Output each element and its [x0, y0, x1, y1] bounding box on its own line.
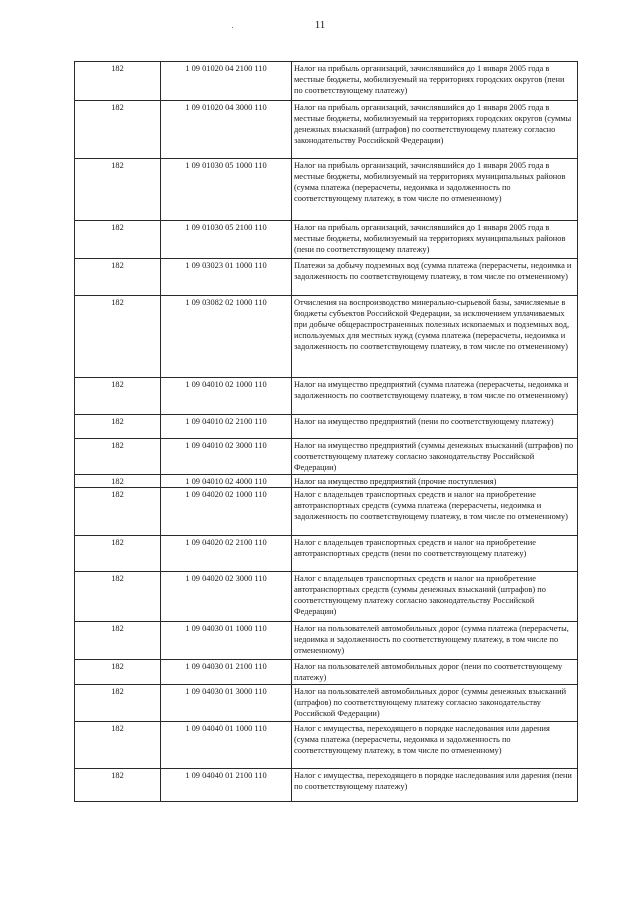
description-cell: Налог на пользователей автомобильных дорог (сумма платежа (перерасчеты, недоимка и задолженность по соответствующему платежу, в том числе по отмененному) [292, 622, 578, 660]
table-row [75, 572, 578, 622]
revenue-code-cell: 1 09 04010 02 2100 110 [161, 415, 292, 439]
table-row [75, 660, 578, 685]
table-row [75, 101, 578, 159]
revenue-code-cell: 1 09 03023 01 1000 110 [161, 259, 292, 296]
table-row [75, 378, 578, 415]
revenue-code-cell: 1 09 04040 01 2100 110 [161, 769, 292, 802]
description-cell: Налог на прибыль организаций, зачислявшийся до 1 января 2005 года в местные бюджеты, мобилизуемый на территориях городских округов (суммы денежных взысканий (штрафов) по соответствующему платежу согласно законодательству Российской Федерации) [292, 101, 578, 159]
description-cell: Налог на пользователей автомобильных дорог (суммы денежных взысканий (штрафов) по соответствующему платежу согласно законодательству Российской Федерации) [292, 685, 578, 722]
revenue-code-cell: 1 09 03082 02 1000 110 [161, 296, 292, 378]
revenue-code-cell: 1 09 04040 01 1000 110 [161, 722, 292, 769]
description-cell: Платежи за добычу подземных вод (сумма платежа (перерасчеты, недоимка и задолженность по соответствующему платежу, в том числе по отмененному) [292, 259, 578, 296]
admin-code-cell: 182 [75, 572, 161, 622]
description-cell: Налог на имущество предприятий (сумма платежа (перерасчеты, недоимка и задолженность по соответствующему платежу, в том числе по отмененному) [292, 378, 578, 415]
admin-code-cell: 182 [75, 101, 161, 159]
description-cell: Налог на пользователей автомобильных дорог (пени по соответствующему платежу) [292, 660, 578, 685]
revenue-code-cell: 1 09 04030 01 2100 110 [161, 660, 292, 685]
admin-code-cell: 182 [75, 685, 161, 722]
revenue-code-cell: 1 09 04010 02 1000 110 [161, 378, 292, 415]
admin-code-cell: 182 [75, 415, 161, 439]
admin-code-cell: 182 [75, 536, 161, 572]
revenue-code-cell: 1 09 04030 01 3000 110 [161, 685, 292, 722]
admin-code-cell: 182 [75, 439, 161, 475]
revenue-code-cell: 1 09 01030 05 2100 110 [161, 221, 292, 259]
description-cell: Налог с владельцев транспортных средств и налог на приобретение автотранспортных средств (сумма платежа (перерасчеты, недоимка и задолженность по соответствующему платежу, в том числе по отмененному) [292, 488, 578, 536]
table-row [75, 685, 578, 722]
budget-codes-table [74, 61, 578, 802]
revenue-code-cell: 1 09 04030 01 1000 110 [161, 622, 292, 660]
description-cell: Налог с владельцев транспортных средств и налог на приобретение автотранспортных средств (пени по соответствующему платежу) [292, 536, 578, 572]
table-row [75, 439, 578, 475]
admin-code-cell: 182 [75, 221, 161, 259]
description-cell: Налог с имущества, переходящего в порядке наследования или дарения (сумма платежа (перерасчеты, недоимка и задолженность по соответствующему платежу, в том числе по отмененному) [292, 722, 578, 769]
revenue-code-cell: 1 09 04010 02 4000 110 [161, 475, 292, 488]
table-row [75, 722, 578, 769]
table-row [75, 296, 578, 378]
description-cell: Налог на имущество предприятий (суммы денежных взысканий (штрафов) по соответствующему платежу согласно законодательству Российской Федерации) [292, 439, 578, 475]
table-row [75, 475, 578, 488]
revenue-code-cell: 1 09 04020 02 3000 110 [161, 572, 292, 622]
admin-code-cell: 182 [75, 475, 161, 488]
revenue-code-cell: 1 09 01020 04 2100 110 [161, 62, 292, 101]
table-row [75, 622, 578, 660]
table-row [75, 536, 578, 572]
revenue-code-cell: 1 09 04020 02 2100 110 [161, 536, 292, 572]
revenue-code-cell: 1 09 04020 02 1000 110 [161, 488, 292, 536]
description-cell: Налог с имущества, переходящего в порядке наследования или дарения (пени по соответствующему платежу) [292, 769, 578, 802]
description-cell: Налог с владельцев транспортных средств и налог на приобретение автотранспортных средств (суммы денежных взысканий (штрафов) по соответствующему платежу согласно законодательству Российской Федерации) [292, 572, 578, 622]
admin-code-cell: 182 [75, 378, 161, 415]
description-cell: Налог на прибыль организаций, зачислявшийся до 1 января 2005 года в местные бюджеты, мобилизуемый на территориях муниципальных районов (сумма платежа (перерасчеты, недоимка и задолженность по соответствующему платежу, в том числе по отмененному) [292, 159, 578, 221]
admin-code-cell: 182 [75, 722, 161, 769]
table-row [75, 159, 578, 221]
admin-code-cell: 182 [75, 159, 161, 221]
scan-speck [232, 27, 233, 28]
revenue-code-cell: 1 09 01020 04 3000 110 [161, 101, 292, 159]
page-number: 11 [314, 19, 326, 31]
admin-code-cell: 182 [75, 259, 161, 296]
description-cell: Налог на прибыль организаций, зачислявшийся до 1 января 2005 года в местные бюджеты, мобилизуемый на территориях городских округов (пени по соответствующему платежу) [292, 62, 578, 101]
description-cell: Налог на имущество предприятий (пени по соответствующему платежу) [292, 415, 578, 439]
description-cell: Налог на имущество предприятий (прочие поступления) [292, 475, 578, 488]
admin-code-cell: 182 [75, 488, 161, 536]
table-row [75, 769, 578, 802]
admin-code-cell: 182 [75, 769, 161, 802]
admin-code-cell: 182 [75, 622, 161, 660]
table-row [75, 62, 578, 101]
description-cell: Налог на прибыль организаций, зачислявшийся до 1 января 2005 года в местные бюджеты, мобилизуемый на территориях муниципальных районов (пени по соответствующему платежу) [292, 221, 578, 259]
admin-code-cell: 182 [75, 296, 161, 378]
admin-code-cell: 182 [75, 62, 161, 101]
revenue-code-cell: 1 09 04010 02 3000 110 [161, 439, 292, 475]
revenue-code-cell: 1 09 01030 05 1000 110 [161, 159, 292, 221]
admin-code-cell: 182 [75, 660, 161, 685]
table-row [75, 488, 578, 536]
description-cell: Отчисления на воспроизводство минерально-сырьевой базы, зачисляемые в бюджеты субъектов Российской Федерации, за исключением уплачиваемых при добыче общераспространенных полезных ископаемых и подземных вод, используемых для местных нужд (сумма платежа (перерасчеты, недоимка и задолженность по соответствующему платежу, в том числе по отмененному) [292, 296, 578, 378]
table-row [75, 259, 578, 296]
table-row [75, 415, 578, 439]
table-row [75, 221, 578, 259]
